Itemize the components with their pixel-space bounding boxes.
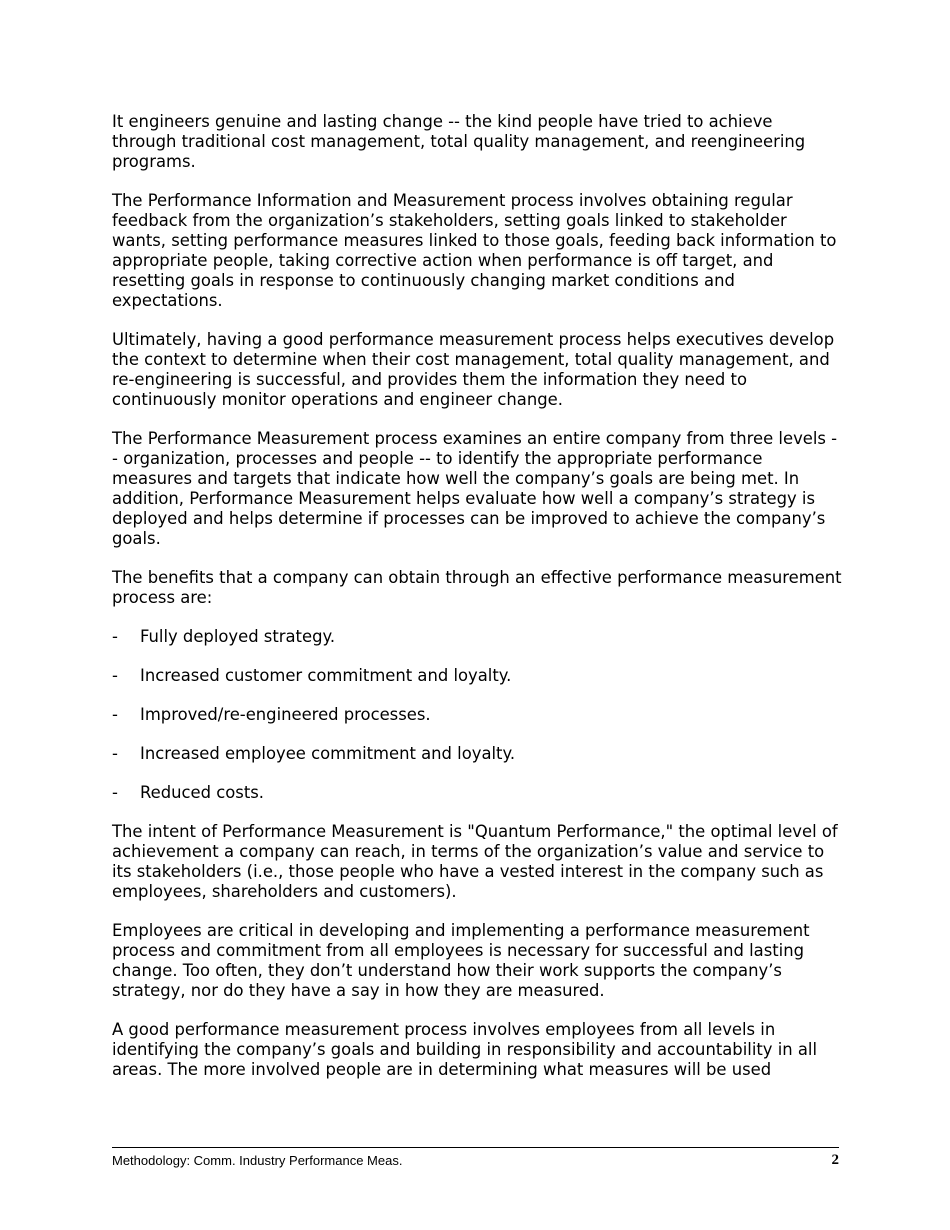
bullet-marker: - <box>112 744 118 763</box>
list-item-text: Increased customer commitment and loyalty. <box>140 666 512 685</box>
paragraph: Employees are critical in developing and implementing a performance measurement process and commitment from all employees is necessary for successful and lasting change. Too often, they don’t understand how their work supports the company’s strategy, nor do they have a say in how they are measured. <box>112 921 810 1000</box>
list-item <box>112 666 842 686</box>
bullet-marker: - <box>112 666 118 685</box>
paragraph: The Performance Measurement process examines an entire company from three levels -- organization, processes and people -- to identify the appropriate performance measures and targets that indicate how well the company’s goals are being met. In addition, Performance Measurement helps evaluate how well a company’s strategy is deployed and helps determine if processes can be improved to achieve the company’s goals. <box>112 429 838 548</box>
paragraph: A good performance measurement process involves employees from all levels in identifying the company’s goals and building in responsibility and accountability in all areas. The more involved people are in determining what measures will be used <box>112 1020 818 1079</box>
list-item-text: Improved/re-engineered processes. <box>140 705 431 724</box>
document-body <box>112 112 842 1099</box>
page-number: 2 <box>831 1152 839 1168</box>
bullet-marker: - <box>112 627 118 646</box>
footer-title: Methodology: Comm. Industry Performance Meas. <box>112 1153 403 1168</box>
paragraph: The Performance Information and Measurement process involves obtaining regular feedback from the organization’s stakeholders, setting goals linked to stakeholder wants, setting performance measures linked to those goals, feeding back information to appropriate people, taking corrective action when performance is off target, and resetting goals in response to continuously changing market conditions and expectations. <box>112 191 837 310</box>
list-item <box>112 705 842 725</box>
list-item-text: Reduced costs. <box>140 783 264 802</box>
list-item <box>112 627 842 647</box>
list-item <box>112 783 842 803</box>
list-item <box>112 744 842 764</box>
footer-divider <box>112 1147 839 1148</box>
list-item-text: Fully deployed strategy. <box>140 627 336 646</box>
list-item-text: Increased employee commitment and loyalty. <box>140 744 516 763</box>
bullet-marker: - <box>112 783 118 802</box>
paragraph: It engineers genuine and lasting change -- the kind people have tried to achieve through traditional cost management, total quality management, and reengineering programs. <box>112 112 806 171</box>
paragraph: Ultimately, having a good performance measurement process helps executives develop the context to determine when their cost management, total quality management, and re-engineering is successful, and provides them the information they need to continuously monitor operations and engineer change. <box>112 330 835 409</box>
bullet-marker: - <box>112 705 118 724</box>
paragraph: The intent of Performance Measurement is "Quantum Performance," the optimal level of achievement a company can reach, in terms of the organization’s value and service to its stakeholders (i.e., those people who have a vested interest in the company such as employees, shareholders and customers). <box>112 822 838 901</box>
paragraph: The benefits that a company can obtain through an effective performance measurement process are: <box>112 568 842 607</box>
